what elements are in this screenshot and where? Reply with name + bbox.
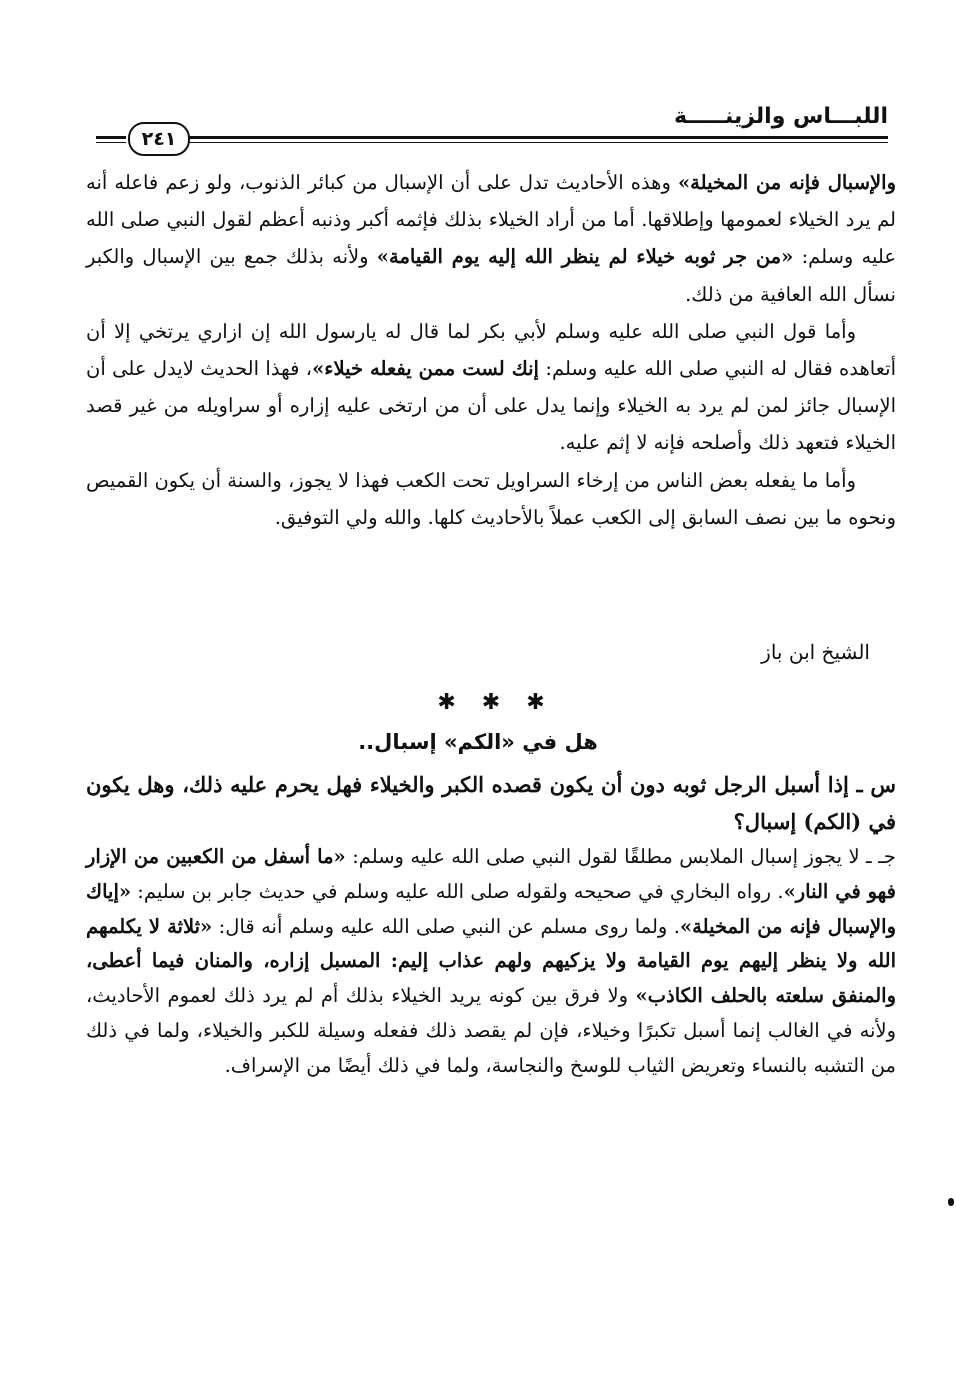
section-title: هل في «الكم» إسبال.. — [358, 730, 598, 754]
header-rule-left — [96, 136, 126, 139]
page-number-badge: ٢٤١ — [128, 122, 190, 156]
hadith-quote: «ثلاثة لا يكلمهم الله ولا ينظر إليهم يوم القيامة ولا يزكيهم ولهم عذاب إليم: المسبل إزاره، والمنان فيما أعطى، والمنفق سلعته بالحلف الكاذب» — [86, 914, 896, 1008]
paragraph-text: ، فهذا الحديث لايدل على أن الإسبال جائز لمن لم يرد به الخيلاء وإنما يدل على أن من ارتخى عليه إزاره أو سراويله من غير قصد الخيلاء فتعهد ذلك وأصلحه فإنه لا إثم عليه. — [86, 357, 896, 455]
hadith-quote: إنك لست ممن يفعله خيلاء» — [312, 357, 539, 381]
running-title: اللبـــاس والزينـــــة — [674, 104, 888, 129]
divider-stars: ✱✱✱ — [437, 690, 571, 715]
fatwa-text — [86, 164, 896, 536]
paragraph-text: وهذه الأحاديث تدل على أن الإسبال من كبائر الذنوب، ولو زعم فاعله أنه لم يرد الخيلاء لعمومها وإطلاقها. أما من أراد الخيلاء بذلك فإثمه أكبر وذنبه أعظم لقول النبي صلى الله عليه وسلم: — [86, 171, 896, 269]
hadith-quote: «إياك والإسبال فإنه من المخيلة» — [86, 879, 897, 938]
header-rule-thin — [188, 142, 888, 143]
paragraph-text: وأما قول النبي صلى الله عليه وسلم لأبي بكر لما قال له يارسول الله إن ازاري يرتخي إلا أن أتعاهده فقال له النبي صلى الله عليه وسلم: — [86, 319, 896, 381]
answer-part: . رواه البخاري في صحيحه ولقوله صلى الله عليه وسلم في حديث جابر بن سليم: — [131, 879, 784, 903]
paragraph-text: ولأنه بذلك جمع بين الإسبال والكبر نسأل الله العافية من ذلك. — [86, 245, 896, 306]
header-rule — [188, 136, 888, 139]
answer-part: ولا فرق بين كونه يريد الخيلاء بذلك أم لم يرد ذلك لعموم الأحاديث، ولأنه في الغالب إنما أسبل تكبرًا وخيلاء، فإن لم يقصد ذلك ففعله وسيلة للكبر والخيلاء، ولما في ذلك من التشبه بالنساء وتعريض الثياب للوسخ والنجاسة، ولما في ذلك أيضًا من الإسراف. — [86, 984, 896, 1077]
section-divider — [0, 690, 956, 715]
page-header — [96, 104, 888, 148]
scan-edge-mark — [948, 1198, 954, 1206]
answer-part: جـ ـ لا يجوز إسبال الملابس مطلقًا لقول النبي صلى الله عليه وسلم: — [345, 845, 896, 868]
hadith-quote: «من جر ثوبه خيلاء لم ينظر الله إليه يوم القيامة» — [376, 245, 794, 269]
paragraph-3: وأما ما يفعله بعض الناس من إرخاء السراويل تحت الكعب فهذا لا يجوز، والسنة أن يكون القميص ونحوه ما بين نصف السابق إلى الكعب عملاً بالأحاديث كلها. والله ولي التوفيق. — [86, 468, 896, 529]
answer-part: . ولما روى مسلم عن النبي صلى الله عليه وسلم أنه قال: — [212, 914, 680, 938]
signature: الشيخ ابن باز — [761, 640, 870, 664]
question-text: س ـ إذا أسبل الرجل ثوبه دون أن يكون قصده الكبر والخيلاء فهل يحرم عليه ذلك، وهل يكون في (الكم) إسبال؟ — [86, 772, 896, 834]
paragraph-2 — [86, 313, 896, 462]
answer-text — [86, 840, 896, 1084]
header-rule-left-thin — [96, 142, 126, 143]
hadith-quote: «ما أسفل من الكعبين من الإزار فهو في النار» — [86, 845, 896, 903]
question-answer — [86, 766, 896, 1084]
quote-bold: والإسبال فإنه من المخيلة» — [677, 171, 896, 194]
paragraph-1 — [86, 164, 896, 313]
